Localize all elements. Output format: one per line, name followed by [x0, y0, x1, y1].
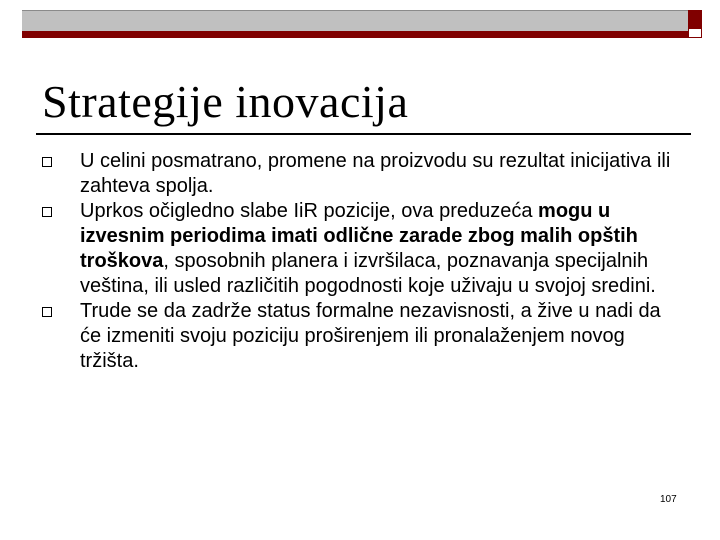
- square-bullet-icon: [42, 307, 52, 317]
- corner-decoration: [688, 10, 702, 38]
- header-red-band: [22, 31, 688, 38]
- bullet-list: [42, 149, 682, 374]
- bullet-item: [42, 299, 682, 374]
- bullet-text: Trude se da zadrže status formalne nezavisnosti, a žive u nadi da će izmeniti svoju poziciju proširenjem ili pronalaženjem novog tržišta.: [80, 300, 661, 372]
- bullet-text: Uprkos očigledno slabe IiR pozicije, ova preduzeća: [80, 200, 539, 222]
- corner-decoration-fill: [689, 11, 701, 29]
- bullet-text: , sposobnih planera i izvršilaca, poznavanja specijalnih veština, ili usled različitih pogodnosti koje uživaju u svojoj sredini.: [80, 250, 656, 297]
- square-bullet-icon: [42, 157, 52, 167]
- slide-title: Strategije inovacija: [42, 76, 409, 127]
- bullet-item: [42, 149, 682, 199]
- bullet-bold-text: mogu u izvesnim periodima imati odlične zarade zbog malih opštih troškova: [80, 200, 638, 272]
- square-bullet-icon: [42, 207, 52, 217]
- page-number: 107: [660, 494, 677, 505]
- title-underline: [36, 133, 691, 135]
- header-gray-band: [22, 10, 688, 33]
- bullet-text: U celini posmatrano, promene na proizvodu su rezultat inicijativa ili zahteva spolja.: [80, 150, 671, 197]
- bullet-item: [42, 199, 682, 299]
